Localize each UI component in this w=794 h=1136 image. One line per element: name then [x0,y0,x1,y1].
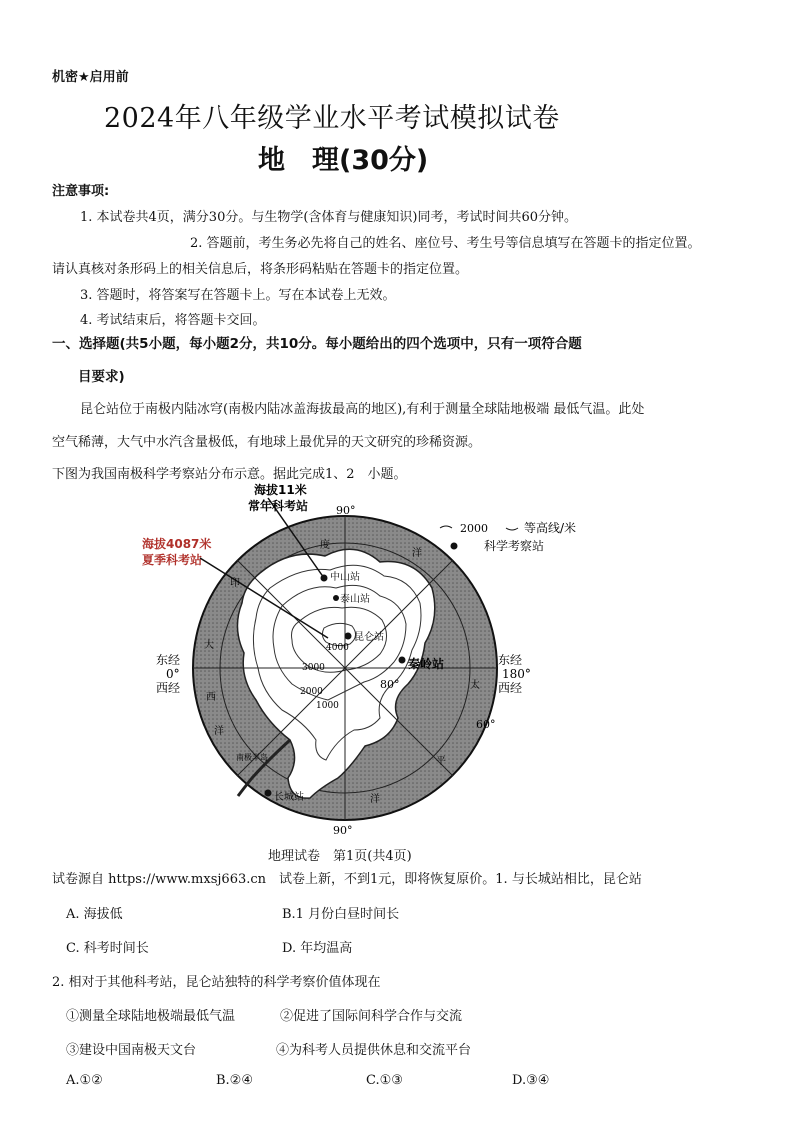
station-taishan-dot [333,595,339,601]
label-right-lon-1: 东经 [498,653,523,667]
secret-label: 机密★启用前 [52,70,129,85]
q1-option-d: D. 年均温高 [282,941,353,956]
q2-statement-2: ②促进了国际间科学合作与交流 [280,1009,463,1024]
label-top-station-1: 海拔11米 [254,483,307,497]
ocean-label-du: 度 [320,540,330,551]
station-zhongshan-dot [321,575,328,582]
q2-stem: 2. 相对于其他科考站，昆仑站独特的科学考察价值体现在 [52,975,381,990]
ocean-label-ping: 平 [436,756,446,767]
page-footer-label: 地理试卷 第1页(共4页) [268,849,412,864]
contour-label-1000: 1000 [316,701,339,711]
ocean-label-xi: 西 [206,692,216,703]
label-summer-station-2: 夏季科考站 [142,553,203,567]
antarctica-station-map [140,478,700,840]
station-label-taishan: 泰山站 [340,594,370,605]
source-line: 试卷源自 https://www.mxsj663.cn 试卷上新，不到1元，即将恢复原价。1. 与长城站相比，昆仑站 [52,872,642,887]
section1-heading-cont: 目要求) [78,369,125,385]
label-deg-60: 60° [476,718,496,731]
label-summer-station-1: 海拔4087米 [142,537,212,551]
station-label-changcheng: 长城站 [274,792,304,803]
legend-contour-line-2 [506,528,518,530]
label-deg-90-bottom: 90° [333,824,353,837]
label-deg-80: 80° [380,678,400,691]
note-item-2: 2. 答题前，考生务必先将自己的姓名、座位号、考生号等信息填写在答题卡的指定位置。 [190,236,701,251]
contour-label-4000: 4000 [326,643,349,653]
ocean-label-yang-bottom: 洋 [370,794,380,805]
contour-label-2000: 2000 [300,687,323,697]
label-deg-90-top: 90° [336,504,356,517]
label-right-lon-3: 西经 [498,681,523,695]
q2-statement-1: ①测量全球陆地极端最低气温 [66,1009,236,1024]
q2-option-d: D.③④ [512,1073,550,1088]
station-label-kunlun: 昆仑站 [354,632,384,643]
label-peninsula: 南极半岛 [236,753,268,762]
subject-title: 地 理(30分) [258,145,429,176]
ocean-label-yang-top: 洋 [412,548,422,559]
q1-option-b: B.1 月份白昼时间长 [282,907,400,922]
q2-statement-4: ④为科考人员提供休息和交流平台 [276,1043,472,1058]
passage-line-2: 空气稀薄，大气中水汽含量极低，有地球上最优异的天文研究的珍稀资源。 [52,435,482,450]
label-left-lon-3: 西经 [156,681,181,695]
legend-station-text: 科学考察站 [484,539,545,553]
note-item-2-cont: 请认真核对条形码上的相关信息后，将条形码粘贴在答题卡的指定位置。 [52,262,469,277]
station-changcheng-dot [265,790,272,797]
q1-option-a: A. 海拔低 [66,907,123,922]
notes-heading: 注意事项: [52,184,110,199]
note-item-3: 3. 答题时，将答案写在答题卡上。写在本试卷上无效。 [80,288,396,303]
label-top-station-2: 常年科考站 [248,499,309,513]
q2-statement-3: ③建设中国南极天文台 [66,1043,197,1058]
note-item-1: 1. 本试卷共4页，满分30分。与生物学(含体育与健康知识)同考，考试时间共60分钟。 [80,210,578,225]
legend-contour-value: 2000 [460,522,488,535]
legend-contour-line [440,526,452,528]
station-kunlun-dot [345,633,352,640]
ocean-label-yin: 印 [230,578,240,589]
ocean-label-da: 大 [204,640,214,651]
station-label-zhongshan: 中山站 [330,572,360,583]
q2-option-b: B.②④ [216,1073,253,1088]
section1-heading: 一、选择题(共5小题，每小题2分，共10分。每小题给出的四个选项中，只有一项符合题 [52,336,582,352]
label-left-lon-2: 0° [166,667,180,681]
q2-option-c: C.①③ [366,1073,403,1088]
ocean-label-yang-left: 洋 [214,726,224,737]
note-item-4: 4. 考试结束后，将答题卡交回。 [80,313,266,328]
ocean-label-tai: 太 [470,680,480,691]
exam-title: 2024年八年级学业水平考试模拟试卷 [104,103,560,134]
contour-label-3000: 3000 [302,663,325,673]
station-label-qinling: 秦岭站 [408,657,445,671]
station-qinling-dot [399,657,406,664]
passage-line-1: 昆仑站位于南极内陆冰穹(南极内陆冰盖海拔最高的地区),有利于测量全球陆地极端 最低气温。此处 [80,402,645,417]
q1-option-c: C. 科考时间长 [66,941,149,956]
label-left-lon-1: 东经 [156,653,181,667]
label-right-lon-2: 180° [502,667,531,681]
legend-station-dot [451,543,458,550]
passage-line-3: 下图为我国南极科学考察站分布示意。据此完成1、2 小题。 [52,467,407,482]
q2-option-a: A.①② [66,1073,103,1088]
legend-contour-text: 等高线/米 [524,521,577,535]
